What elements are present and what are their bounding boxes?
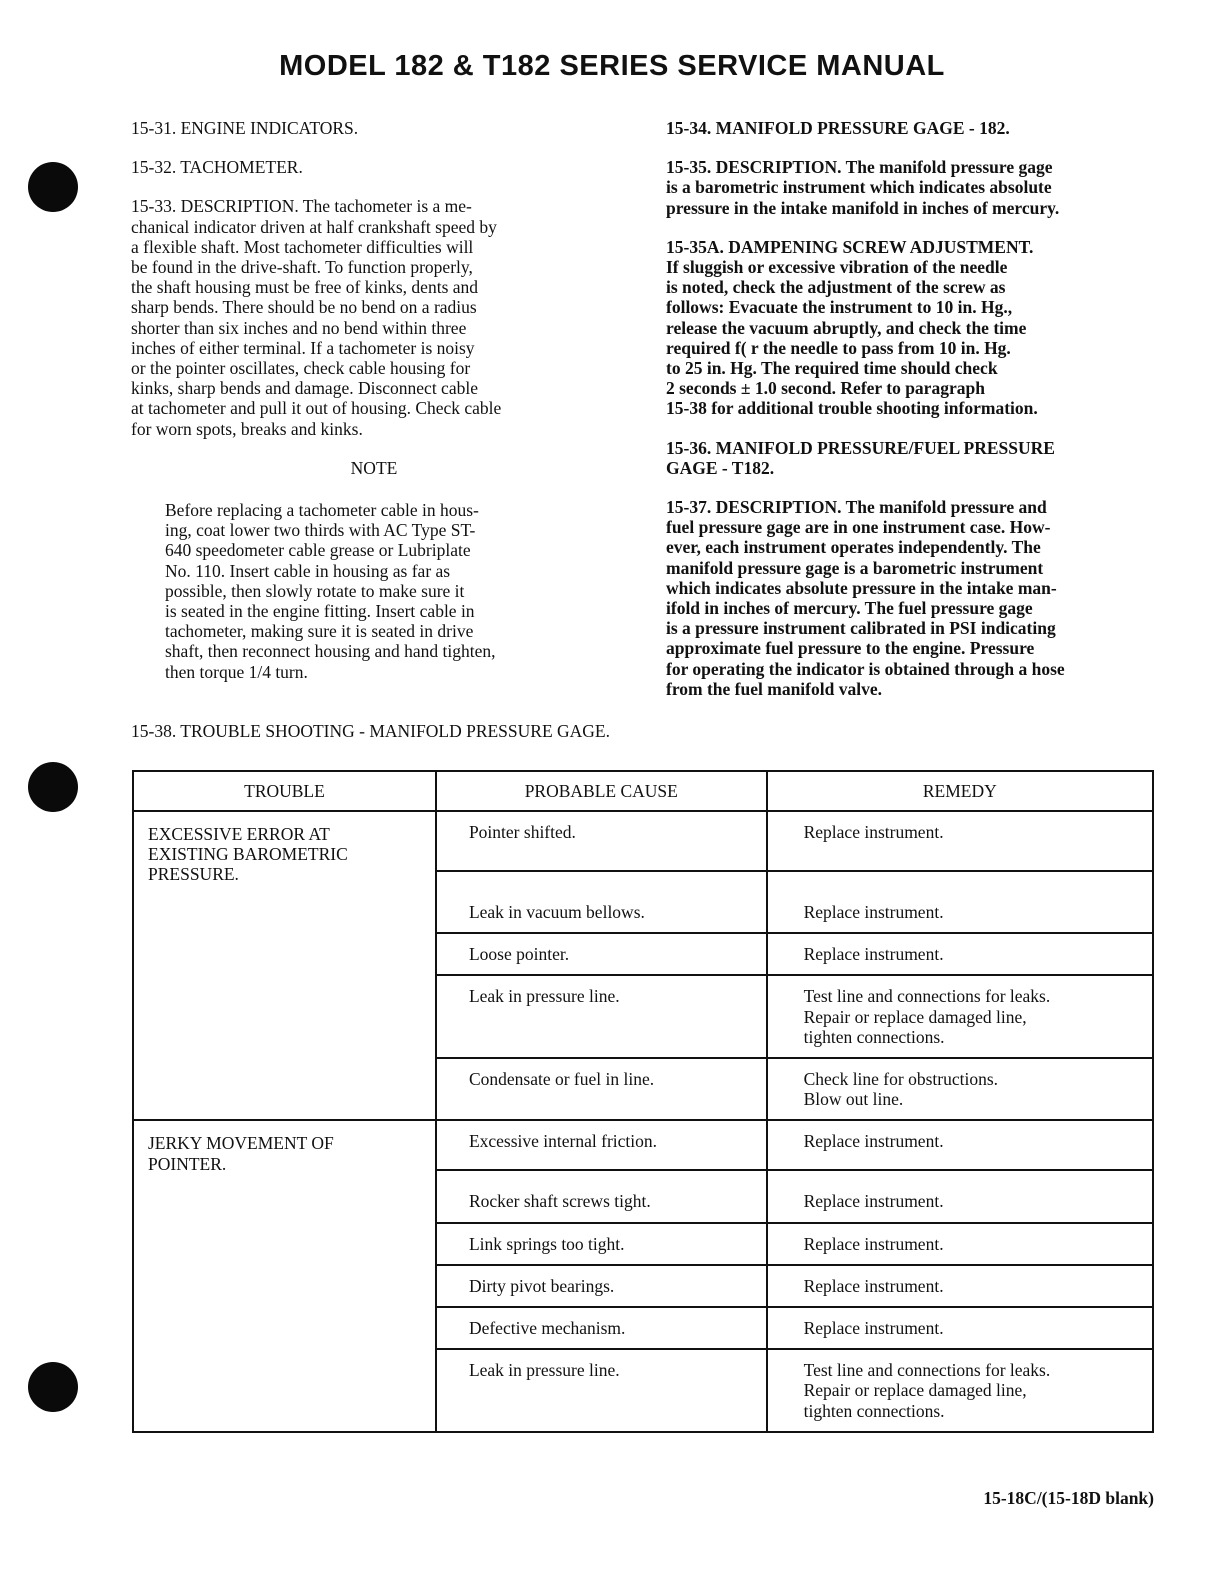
trouble-excessive-error: EXCESSIVE ERROR AT EXISTING BAROMETRIC PRESSURE. (133, 811, 436, 1120)
section-15-35a-dampening-adjustment: 15-35A. DAMPENING SCREW ADJUSTMENT. If sluggish or excessive vibration of the needle is noted, check the adjustment of the screw as follows: Evacuate the instrument to 10 in. Hg., release the vacuum abruptly, and check the time required f( r the needle to pass from 10 in. Hg. to 25 in. Hg. The required time should check 2 seconds ± 1.0 second. Refer to paragraph 15-38 for additional trouble shooting information. (666, 236, 1038, 419)
cause-cell: Defective mechanism. (436, 1307, 767, 1349)
remedy-cell: Test line and connections for leaks. Repair or replace damaged line, tighten connections. (767, 975, 1153, 1058)
remedy-cell: Replace instrument. (767, 1120, 1153, 1170)
page-title: MODEL 182 & T182 SERIES SERVICE MANUAL (279, 50, 945, 82)
cause-cell: Condensate or fuel in line. (436, 1058, 767, 1120)
remedy-cell: Check line for obstructions. Blow out line. (767, 1058, 1153, 1120)
table-row (133, 811, 1153, 871)
left-column (131, 118, 617, 682)
cause-cell: Leak in vacuum bellows. (436, 871, 767, 933)
trouble-jerky-movement: JERKY MOVEMENT OF POINTER. (133, 1120, 436, 1431)
section-15-32-heading: 15-32. TACHOMETER. (131, 157, 303, 178)
header-remedy: REMEDY (767, 771, 1153, 811)
note-label: NOTE (350, 457, 398, 478)
binder-hole-top (28, 162, 78, 212)
section-15-33-description: 15-33. DESCRIPTION. The tachometer is a me- chanical indicator driven at half crankshaft speed by a flexible shaft. Most tachometer difficulties will be found in the drive-shaft. To function properly, the shaft housing must be free of kinks, dents and sharp bends. There should be no bend on a radius shorter than six inches and no bend within three inches of either terminal. If a tachometer is noisy or the pointer oscillates, check cable housing for kinks, sharp bends and damage. Disconnect cable at tachometer and pull it out of housing. Check cable for worn spots, breaks and kinks. (131, 196, 502, 439)
page-number: 15-18C/(15-18D blank) (983, 1488, 1154, 1508)
cause-cell: Rocker shaft screws tight. (436, 1170, 767, 1222)
trouble-shooting-table (132, 770, 1154, 1433)
remedy-cell: Replace instrument. (767, 933, 1153, 975)
cause-cell: Pointer shifted. (436, 811, 767, 871)
cause-cell: Loose pointer. (436, 933, 767, 975)
remedy-cell: Replace instrument. (767, 871, 1153, 933)
table-header-row (133, 771, 1153, 811)
cause-cell: Leak in pressure line. (436, 975, 767, 1058)
remedy-cell: Replace instrument. (767, 811, 1153, 871)
cause-cell: Excessive internal friction. (436, 1120, 767, 1170)
section-15-34-heading: 15-34. MANIFOLD PRESSURE GAGE - 182. (666, 118, 1010, 138)
binder-hole-middle (28, 762, 78, 812)
remedy-cell: Replace instrument. (767, 1307, 1153, 1349)
section-15-36-heading: 15-36. MANIFOLD PRESSURE/FUEL PRESSURE GAGE - T182. (666, 437, 1055, 478)
section-15-31-heading: 15-31. ENGINE INDICATORS. (131, 118, 359, 138)
cause-cell: Dirty pivot bearings. (436, 1265, 767, 1307)
right-column (666, 118, 1156, 718)
header-trouble: TROUBLE (133, 771, 436, 811)
remedy-cell: Replace instrument. (767, 1170, 1153, 1222)
trouble-table-title: 15-38. TROUBLE SHOOTING - MANIFOLD PRESSURE GAGE. (131, 721, 610, 741)
note-body: Before replacing a tachometer cable in hous- ing, coat lower two thirds with AC Type ST- 640 speedometer cable grease or Lubriplate No. 110. Insert cable in housing as far as possible, then slowly rotate to make sure it is seated in the engine fitting. Insert cable in tachometer, making sure it is seated in drive shaft, then reconnect housing and hand tighten, then torque 1/4 turn. (165, 500, 496, 682)
binder-hole-bottom (28, 1362, 78, 1412)
remedy-cell: Replace instrument. (767, 1223, 1153, 1265)
cause-cell: Leak in pressure line. (436, 1349, 767, 1432)
section-15-37-description: 15-37. DESCRIPTION. The manifold pressure and fuel pressure gage are in one instrument case. How- ever, each instrument operates independently. The manifold pressure gage is a barometric instrument which indicates absolute pressure in the intake man- ifold in inches of mercury. The fuel pressure gage is a pressure instrument calibrated in PSI indicating approximate fuel pressure to the engine. Pressure for operating the indicator is obtained through a hose from the fuel manifold valve. (666, 497, 1065, 699)
table-row (133, 1120, 1153, 1170)
section-15-35-description: 15-35. DESCRIPTION. The manifold pressure gage is a barometric instrument which indicates absolute pressure in the intake manifold in inches of mercury. (666, 157, 1060, 218)
remedy-cell: Test line and connections for leaks. Repair or replace damaged line, tighten connections. (767, 1349, 1153, 1432)
remedy-cell: Replace instrument. (767, 1265, 1153, 1307)
cause-cell: Link springs too tight. (436, 1223, 767, 1265)
header-probable-cause: PROBABLE CAUSE (436, 771, 767, 811)
